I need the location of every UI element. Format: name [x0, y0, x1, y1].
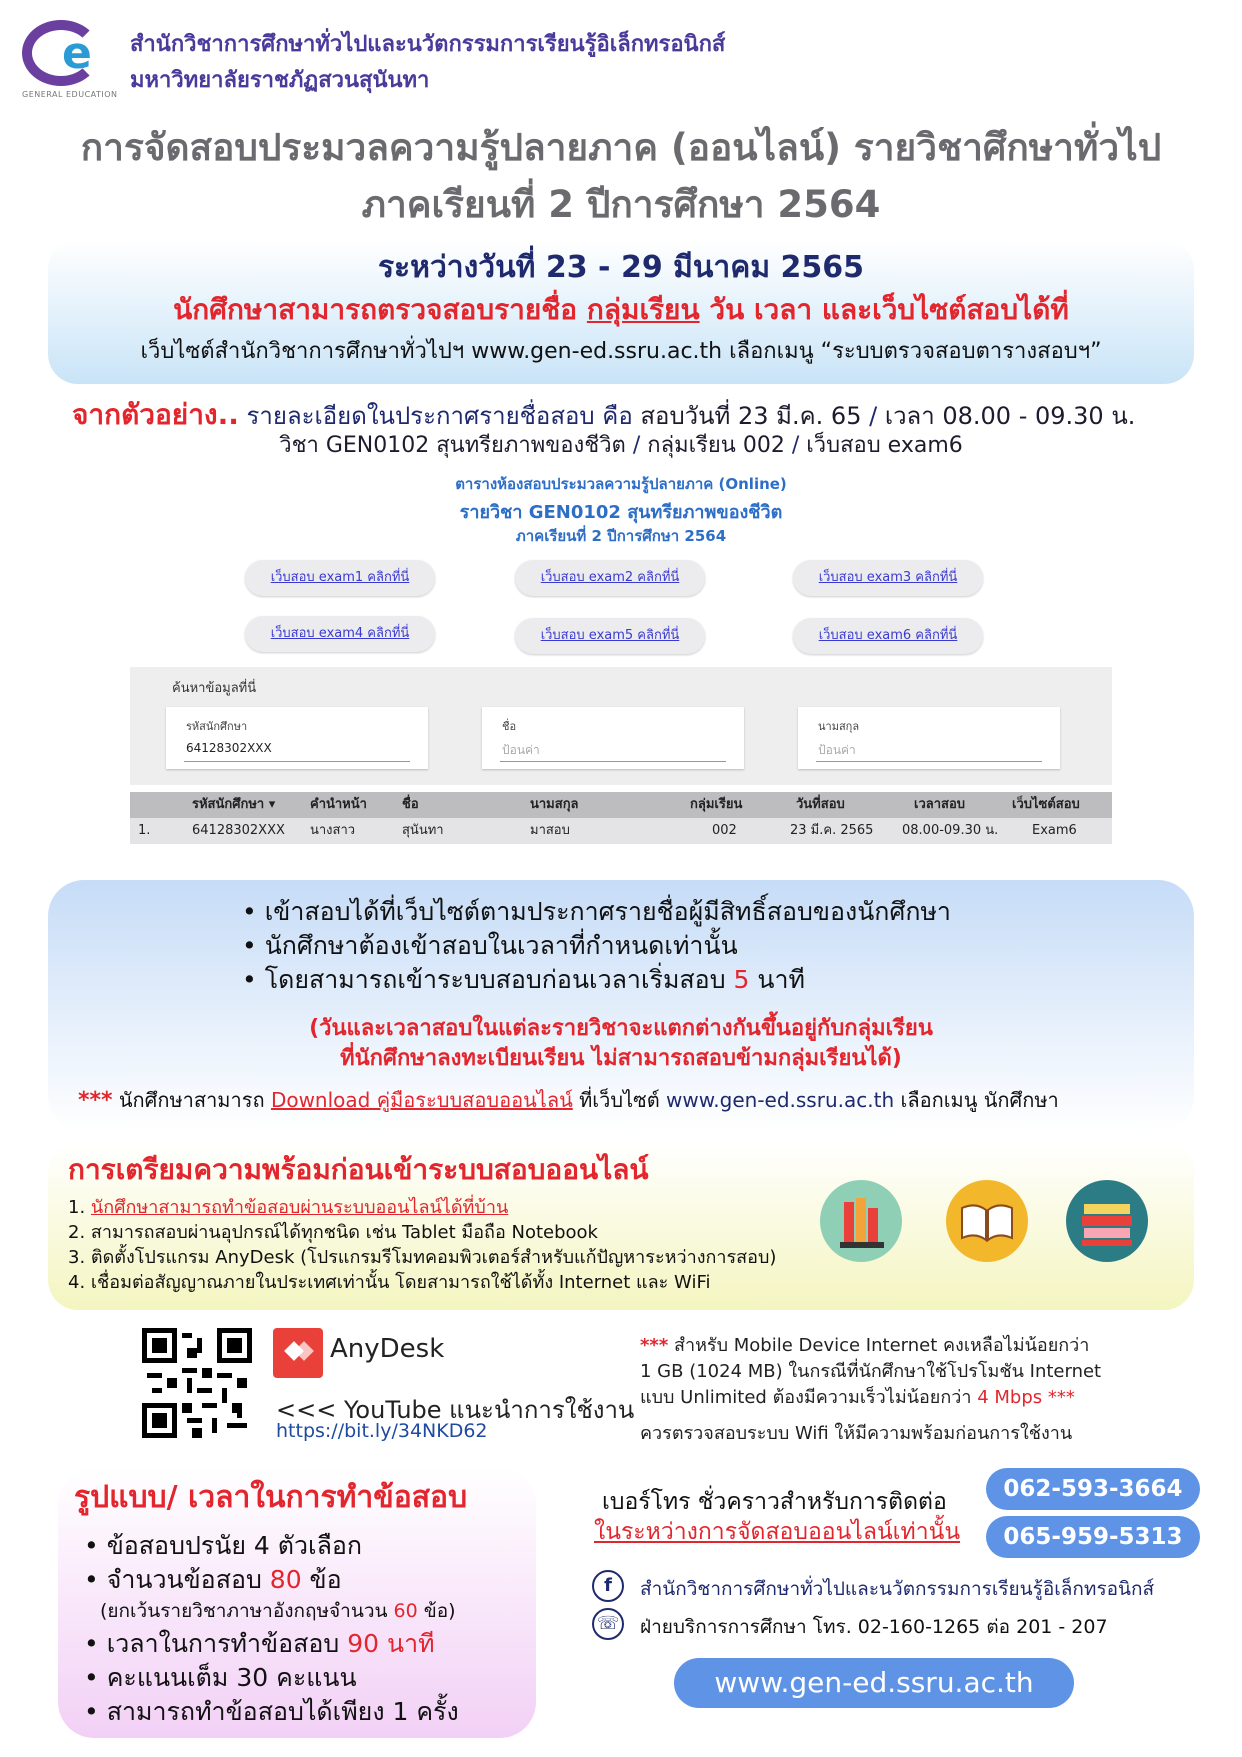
info-warning-line2: ที่นักศึกษาลงทะเบียนเรียน ไม่สามารถสอบข้ามกลุ่มเรียนได้) [340, 1046, 902, 1071]
exam-format-title: รูปแบบ/ เวลาในการทำข้อสอบ [74, 1480, 468, 1515]
sample-title3: ภาคเรียนที่ 2 ปีการศึกษา 2564 [515, 527, 727, 545]
table-cell-group: 002 [712, 823, 737, 838]
info-bullet3: • โดยสามารถเข้าระบบสอบก่อนเวลาเริ่มสอบ 5 นาที [242, 965, 805, 994]
preparation-title: การเตรียมความพร้อมก่อนเข้าระบบสอบออนไลน์ [68, 1153, 649, 1186]
search-label: ค้นหาข้อมูลที่นี่ [172, 681, 257, 696]
format-item2-note: (ยกเว้นรายวิชาภาษาอังกฤษจำนวน 60 ข้อ) [100, 1600, 456, 1622]
last-name-field[interactable]: นามสกุล ป้อนค่า [798, 707, 1060, 769]
facebook-icon: f [592, 1570, 624, 1602]
logo-caption: GENERAL EDUCATION [22, 90, 118, 99]
page-title-line2: ภาคเรียนที่ 2 ปีการศึกษา 2564 [361, 183, 881, 226]
books-pencil-icon [820, 1180, 902, 1262]
phone-number-1[interactable]: 062-593-3664 [986, 1468, 1200, 1510]
youtube-guide: <<< YouTube แนะนำการใช้งาน [276, 1396, 635, 1424]
table-cell-id: 64128302XXX [192, 823, 285, 838]
wifi-note: ควรตรวจสอบระบบ Wifi ให้มีความพร้อมก่อนการใช้งาน [640, 1423, 1073, 1444]
th-first-name: ชื่อ [402, 797, 419, 812]
group-link: กลุ่มเรียน [586, 293, 700, 326]
exam3-link[interactable]: เว็บสอบ exam3 คลิกที่นี่ [793, 560, 983, 596]
search-panel [130, 667, 1112, 785]
exam1-link[interactable]: เว็บสอบ exam1 คลิกที่นี่ [245, 560, 435, 596]
table-cell-time: 08.00-09.30 น. [902, 823, 999, 838]
example-line1: จากตัวอย่าง.. รายละเอียดในประกาศรายชื่อสอบ คือ สอบวันที่ 23 มี.ค. 65 / เวลา 08.00 - 09.30 น. [72, 398, 1136, 431]
manual-note: *** นักศึกษาสามารถ Download คู่มือระบบสอบออนไลน์ ที่เว็บไซต์ www.gen-ed.ssru.ac.th เลือกเมนู นักศึกษา [78, 1088, 1059, 1113]
sample-title2: รายวิชา GEN0102 สุนทรียภาพของชีวิต [459, 502, 783, 523]
exam6-link[interactable]: เว็บสอบ exam6 คลิกที่นี่ [793, 618, 983, 654]
check-info-line: นักศึกษาสามารถตรวจสอบรายชื่อ กลุ่มเรียน วัน เวลา และเว็บไซต์สอบได้ที่ [173, 293, 1069, 326]
exam5-link[interactable]: เว็บสอบ exam5 คลิกที่นี่ [515, 618, 705, 654]
format-item4: • คะแนนเต็ม 30 คะแนน [84, 1663, 357, 1692]
table-cell-title: นางสาว [310, 823, 356, 838]
office-phone: ฝ่ายบริการการศึกษา โทร. 02-160-1265 ต่อ 201 - 207 [640, 1616, 1108, 1638]
mobile-line3: แบบ Unlimited ต้องมีความเร็วไม่น้อยกว่า 4 Mbps *** [640, 1387, 1075, 1408]
youtube-link[interactable]: https://bit.ly/34NKD62 [276, 1420, 488, 1442]
website-link[interactable]: www.gen-ed.ssru.ac.th [674, 1658, 1074, 1708]
example-line2: วิชา GEN0102 สุนทรียภาพของชีวิต / กลุ่มเรียน 002 / เว็บสอบ exam6 [279, 433, 963, 458]
format-item3: • เวลาในการทำข้อสอบ 90 นาที [84, 1629, 435, 1658]
exam-date-range: ระหว่างวันที่ 23 - 29 มีนาคม 2565 [377, 250, 865, 285]
anydesk-name: AnyDesk [330, 1334, 445, 1364]
facebook-page-name[interactable]: สำนักวิชาการศึกษาทั่วไปและนวัตกรรมการเรียนรู้อิเล็กทรอนิกส์ [640, 1578, 1155, 1600]
prep-item4: 4. เชื่อมต่อสัญญาณภายในประเทศเท่านั้น โดยสามารถใช้ได้ทั้ง Internet และ WiFi [68, 1272, 711, 1293]
page-title-line1: การจัดสอบประมวลความรู้ปลายภาค (ออนไลน์) รายวิชาศึกษาทั่วไป [80, 126, 1162, 169]
anydesk-logo-icon [273, 1328, 323, 1378]
table-cell-last-name: มาสอบ [530, 823, 570, 838]
th-website: เว็บไซต์สอบ [1012, 797, 1080, 812]
info-bullet2: • นักศึกษาต้องเข้าสอบในเวลาที่กำหนดเท่านั้น [242, 931, 738, 960]
mobile-line1: *** สำหรับ Mobile Device Internet คงเหลือไม่น้อยกว่า [640, 1335, 1090, 1356]
th-student-id[interactable]: รหัสนักศึกษา ▾ [192, 797, 276, 812]
exam4-link[interactable]: เว็บสอบ exam4 คลิกที่นี่ [245, 616, 435, 652]
phone-icon: ☏ [592, 1608, 624, 1640]
format-item2: • จำนวนข้อสอบ 80 ข้อ [84, 1565, 342, 1594]
open-book-icon [946, 1180, 1028, 1262]
mobile-line2: 1 GB (1024 MB) ในกรณีที่นักศึกษาใช้โปรโมชัน Internet [640, 1361, 1102, 1382]
sample-title1: ตารางห้องสอบประมวลความรู้ปลายภาค (Online) [455, 475, 787, 493]
exam2-link[interactable]: เว็บสอบ exam2 คลิกที่นี่ [515, 560, 705, 596]
student-id-field[interactable]: รหัสนักศึกษา 64128302XXX [166, 707, 428, 769]
th-date: วันที่สอบ [796, 797, 845, 812]
th-group: กลุ่มเรียน [690, 797, 743, 812]
manual-download-link[interactable]: Download คู่มือระบบสอบออนไลน์ [270, 1088, 573, 1112]
org-name-line1: สำนักวิชาการศึกษาทั่วไปและนวัตกรรมการเรียนรู้อิเล็กทรอนิกส์ [130, 32, 726, 57]
table-cell-website: Exam6 [1032, 823, 1077, 838]
first-name-field[interactable]: ชื่อ ป้อนค่า [482, 707, 744, 769]
org-name-line2: มหาวิทยาลัยราชภัฏสวนสุนันทา [130, 68, 430, 93]
prep-item1: 1. นักศึกษาสามารถทำข้อสอบผ่านระบบออนไลน์ได้ที่บ้าน [68, 1197, 509, 1218]
website-instruction: เว็บไซต์สำนักวิชาการศึกษาทั่วไปฯ www.gen-ed.ssru.ac.th เลือกเมนู “ระบบตรวจสอบตารางสอบฯ” [140, 339, 1102, 364]
format-item5: • สามารถทำข้อสอบได้เพียง 1 ครั้ง [84, 1697, 459, 1726]
th-time: เวลาสอบ [914, 797, 966, 812]
format-item1: • ข้อสอบปรนัย 4 ตัวเลือก [84, 1531, 363, 1560]
th-title: คำนำหน้า [310, 797, 367, 812]
ge-logo: e GENERAL EDUCATION [22, 20, 122, 100]
contact-label-line2: ในระหว่างการจัดสอบออนไลน์เท่านั้น [594, 1519, 961, 1545]
info-bullet1: • เข้าสอบได้ที่เว็บไซต์ตามประกาศรายชื่อผู้มีสิทธิ์สอบของนักศึกษา [242, 897, 951, 926]
book-stack-icon [1066, 1180, 1148, 1262]
phone-number-2[interactable]: 065-959-5313 [986, 1516, 1200, 1558]
table-cell-first-name: สุนันทา [402, 823, 444, 838]
prep-item3: 3. ติดตั้งโปรแกรม AnyDesk (โปรแกรมรีโมทคอมพิวเตอร์สำหรับแก้ปัญหาระหว่างการสอบ) [68, 1247, 777, 1268]
info-warning-line1: (วันและเวลาสอบในแต่ละรายวิชาจะแตกต่างกันขึ้นอยู่กับกลุ่มเรียน [309, 1016, 933, 1041]
contact-label-line1: เบอร์โทร ชั่วคราวสำหรับการติดต่อ [602, 1489, 947, 1515]
qr-code-icon [142, 1328, 252, 1438]
table-cell-date: 23 มี.ค. 2565 [790, 823, 874, 838]
prep-item2: 2. สามารถสอบผ่านอุปกรณ์ได้ทุกชนิด เช่น Tablet มือถือ Notebook [68, 1222, 598, 1243]
table-row-index: 1. [138, 823, 151, 838]
result-table [130, 792, 1112, 844]
th-last-name: นามสกุล [530, 797, 579, 812]
